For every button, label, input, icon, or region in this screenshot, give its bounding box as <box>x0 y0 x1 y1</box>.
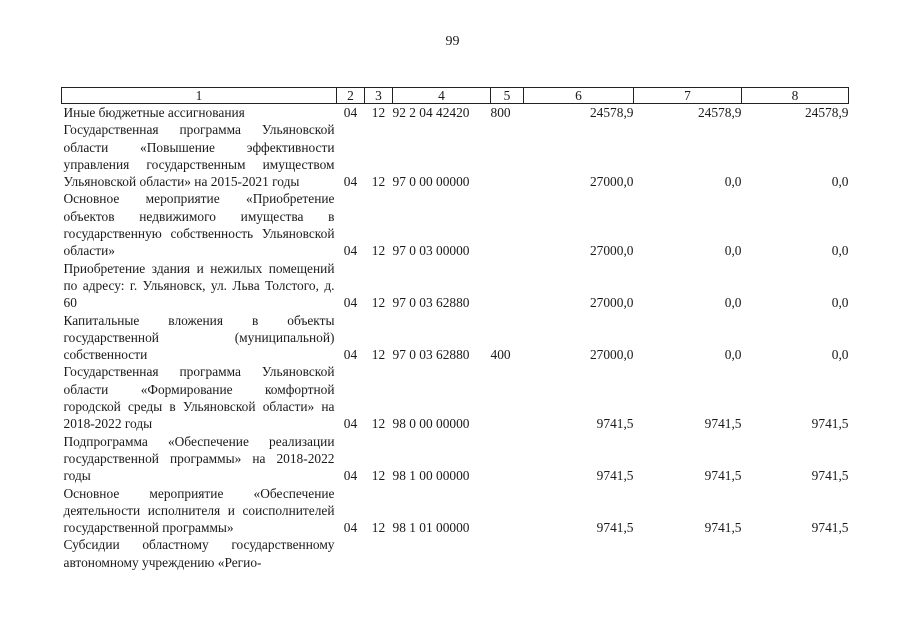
row-expense-type: 800 <box>490 105 511 120</box>
header-col-2: 2 <box>337 88 365 104</box>
row-subsection: 12 <box>371 105 386 120</box>
row-amount-col6: 27000,0 <box>589 347 634 363</box>
table-row <box>62 312 849 364</box>
row-expense-type <box>491 433 524 485</box>
row-section: 04 <box>343 416 358 432</box>
header-col-4: 4 <box>393 88 491 104</box>
row-expense-type <box>491 190 524 259</box>
row-expense-type <box>491 536 524 571</box>
row-amount-col6: 27000,0 <box>589 295 634 311</box>
row-section: 04 <box>343 243 358 259</box>
row-name: Государственная программа Ульяновской области «Формирование комфортной городской среды в Ульяновской области» на 2018-2022 годы <box>63 364 335 432</box>
row-subsection: 12 <box>371 347 386 363</box>
table-row <box>62 485 849 537</box>
row-subsection: 12 <box>371 295 386 311</box>
row-section: 04 <box>343 295 358 311</box>
row-section <box>337 536 365 571</box>
row-amount-col7: 0,0 <box>724 347 742 363</box>
page-number: 99 <box>445 34 460 49</box>
row-amount-col8: 9741,5 <box>811 468 849 484</box>
row-section: 04 <box>343 105 358 120</box>
row-amount-col6: 9741,5 <box>596 520 634 536</box>
row-amount-col6: 27000,0 <box>589 243 634 259</box>
header-col-5: 5 <box>491 88 524 104</box>
row-subsection <box>365 536 393 571</box>
row-name: Основное мероприятие «Обеспечение деятельности исполнителя и соисполнителей государственной программы» <box>63 485 335 536</box>
row-expense-type <box>491 121 524 190</box>
row-target-code: 98 1 01 00000 <box>392 520 470 536</box>
header-col-1: 1 <box>62 88 337 104</box>
row-amount-col6: 24578,9 <box>589 105 634 120</box>
row-amount-col7: 24578,9 <box>697 105 742 120</box>
row-subsection: 12 <box>371 174 386 190</box>
table-row <box>62 363 849 432</box>
row-subsection: 12 <box>371 416 386 432</box>
row-amount-col7: 9741,5 <box>704 520 742 536</box>
row-expense-type <box>491 260 524 312</box>
row-amount-col7: 9741,5 <box>704 468 742 484</box>
row-amount-col6: 27000,0 <box>589 174 634 190</box>
row-target-code: 97 0 03 00000 <box>392 243 470 259</box>
row-amount-col6: 9741,5 <box>596 416 634 432</box>
budget-table <box>61 87 849 571</box>
row-subsection: 12 <box>371 520 386 536</box>
row-amount-col7: 0,0 <box>724 295 742 311</box>
row-amount-col8: 9741,5 <box>811 416 849 432</box>
row-name: Иные бюджетные ассигнования <box>63 105 245 120</box>
table-row <box>62 260 849 312</box>
row-amount-col8: 24578,9 <box>804 105 849 120</box>
header-col-8: 8 <box>742 88 849 104</box>
row-section: 04 <box>343 520 358 536</box>
row-amount-col7: 9741,5 <box>704 416 742 432</box>
header-col-6: 6 <box>524 88 634 104</box>
row-amount-col8: 0,0 <box>831 347 849 363</box>
row-name: Основное мероприятие «Приобретение объектов недвижимого имущества в государственную собственность Ульяновской области» <box>63 191 335 259</box>
row-target-code <box>393 536 491 571</box>
row-amount-col8: 0,0 <box>831 243 849 259</box>
table-row <box>62 536 849 571</box>
row-amount-col6 <box>524 536 634 571</box>
row-expense-type: 400 <box>490 347 511 363</box>
row-target-code: 98 1 00 00000 <box>392 468 470 484</box>
row-amount-col8: 0,0 <box>831 295 849 311</box>
row-amount-col7: 0,0 <box>724 174 742 190</box>
row-section: 04 <box>343 468 358 484</box>
header-col-3: 3 <box>365 88 393 104</box>
row-amount-col7: 0,0 <box>724 243 742 259</box>
row-subsection: 12 <box>371 468 386 484</box>
table-row <box>62 433 849 485</box>
row-name: Субсидии областному государственному автономному учреждению «Регио- <box>63 537 335 570</box>
row-target-code: 92 2 04 42420 <box>392 105 470 120</box>
row-target-code: 97 0 00 00000 <box>392 174 470 190</box>
row-section: 04 <box>343 174 358 190</box>
row-name: Капитальные вложения в объекты государственной (муниципальной) собственности <box>63 312 335 363</box>
table-row <box>62 104 849 122</box>
row-amount-col8: 0,0 <box>831 174 849 190</box>
header-col-7: 7 <box>634 88 742 104</box>
row-expense-type <box>491 485 524 537</box>
row-section: 04 <box>343 347 358 363</box>
row-target-code: 97 0 03 62880 <box>392 295 470 311</box>
row-amount-col8 <box>742 536 849 571</box>
row-target-code: 98 0 00 00000 <box>392 416 470 432</box>
row-amount-col7 <box>634 536 742 571</box>
table-row <box>62 190 849 259</box>
row-subsection: 12 <box>371 243 386 259</box>
table-row <box>62 121 849 190</box>
row-name: Подпрограмма «Обеспечение реализации государственной программы» на 2018-2022 годы <box>63 433 335 484</box>
row-name: Государственная программа Ульяновской области «Повышение эффективности управления государственным имуществом Ульяновской области» на 2015-2021 годы <box>63 122 335 190</box>
row-amount-col8: 9741,5 <box>811 520 849 536</box>
row-expense-type <box>491 363 524 432</box>
header-row <box>62 88 849 104</box>
row-target-code: 97 0 03 62880 <box>392 347 470 363</box>
row-amount-col6: 9741,5 <box>596 468 634 484</box>
row-name: Приобретение здания и нежилых помещений по адресу: г. Ульяновск, ул. Льва Толстого, д. 60 <box>63 260 335 311</box>
